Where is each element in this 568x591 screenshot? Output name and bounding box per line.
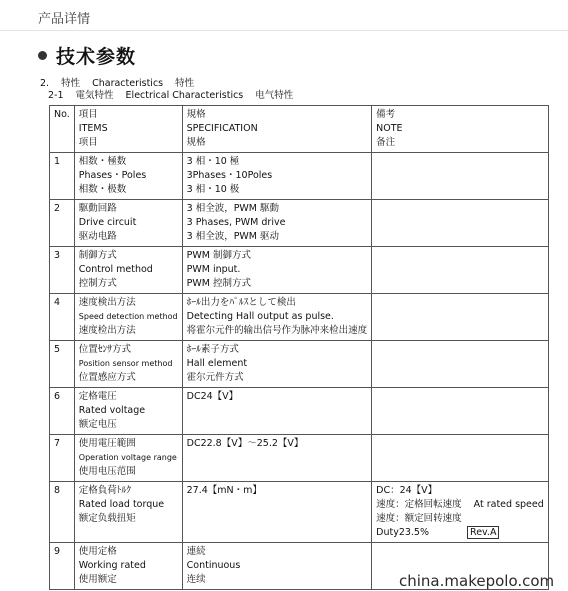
row-spec: PWM 制御方式 PWM input. PWM 控制方式 [182,247,372,294]
row-item: 定格負荷ﾄﾙｸ Rated load torque 额定负载扭矩 [74,482,182,543]
table-row [50,294,549,341]
row-note [372,247,549,294]
document-headings [40,78,550,102]
row-number: 3 [50,247,75,294]
heading-number: 2. [40,78,50,89]
subheading-jp: 電気特性 [75,90,114,101]
row-note [372,341,549,388]
row-number: 8 [50,482,75,543]
header-spec: 規格 SPECIFICATION 规格 [182,106,372,153]
row-spec: 3 相・10 極 3Phases・10Poles 3 相・10 极 [182,153,372,200]
row-spec: 27.4【mN・m】 [182,482,372,543]
row-note [372,435,549,482]
section-title-text: 技术参数 [56,46,137,68]
row-number: 4 [50,294,75,341]
heading-cn: 特性 [175,78,195,89]
table-row [50,247,549,294]
spec-table [49,105,549,590]
header-items: 項目 ITEMS 项目 [74,106,182,153]
row-note [372,388,549,435]
row-spec: 連続 Continuous 连续 [182,543,372,590]
heading-en: Characteristics [92,78,164,89]
table-row [50,341,549,388]
table-row [50,388,549,435]
row-item: 定格電圧 Rated voltage 额定电压 [74,388,182,435]
heading-electrical [48,90,550,102]
row-item: 使用定格 Working rated 使用额定 [74,543,182,590]
row-spec: 3 相全波，PWM 駆動 3 Phases, PWM drive 3 相全波，PWM 驱动 [182,200,372,247]
row-number: 6 [50,388,75,435]
table-row [50,200,549,247]
row-item: 制御方式 Control method 控制方式 [74,247,182,294]
table-row [50,482,549,543]
heading-characteristics [40,78,550,90]
row-spec: ﾎｰﾙ素子方式 Hall element 霍尔元件方式 [182,341,372,388]
row-item: 駆動回路 Drive circuit 驱动电路 [74,200,182,247]
header-no: No. [50,106,75,153]
row-note [372,153,549,200]
row-item: 相数・極数 Phases・Poles 相数・极数 [74,153,182,200]
row-spec: DC24【V】 [182,388,372,435]
table-row [50,153,549,200]
bullet-icon [38,51,47,60]
table-row [50,435,549,482]
row-item: 速度検出方法 Speed detection method 速度检出方法 [74,294,182,341]
section-title [38,42,136,69]
row-number: 2 [50,200,75,247]
row-spec: ﾎｰﾙ出力をﾊﾟﾙｽとして検出 Detecting Hall output as pulse. 将霍尔元件的输出信号作为脉冲来检出速度 [182,294,372,341]
subheading-cn: 电气特性 [255,90,294,101]
row-number: 9 [50,543,75,590]
header-divider [0,30,568,31]
header-note: 備考 NOTE 备注 [372,106,549,153]
row-number: 7 [50,435,75,482]
row-number: 5 [50,341,75,388]
watermark: china.makepolo.com [399,572,555,590]
row-item: 位置ｾﾝｻ方式 Position sensor method 位置感应方式 [74,341,182,388]
row-item: 使用電圧範囲 Operation voltage range 使用电压范围 [74,435,182,482]
table-header-row [50,106,549,153]
heading-jp: 特性 [61,78,81,89]
row-note [372,200,549,247]
subheading-en: Electrical Characteristics [125,90,244,101]
row-number: 1 [50,153,75,200]
row-note [372,294,549,341]
row-spec: DC22.8【V】～25.2【V】 [182,435,372,482]
subheading-number: 2-1 [48,90,64,101]
page-header: 产品详情 [38,12,91,27]
row-note: DC：24【V】 速度：定格回転速度 At rated speed 速度：额定回转速度 Duty23.5% Rev.A [372,482,549,543]
